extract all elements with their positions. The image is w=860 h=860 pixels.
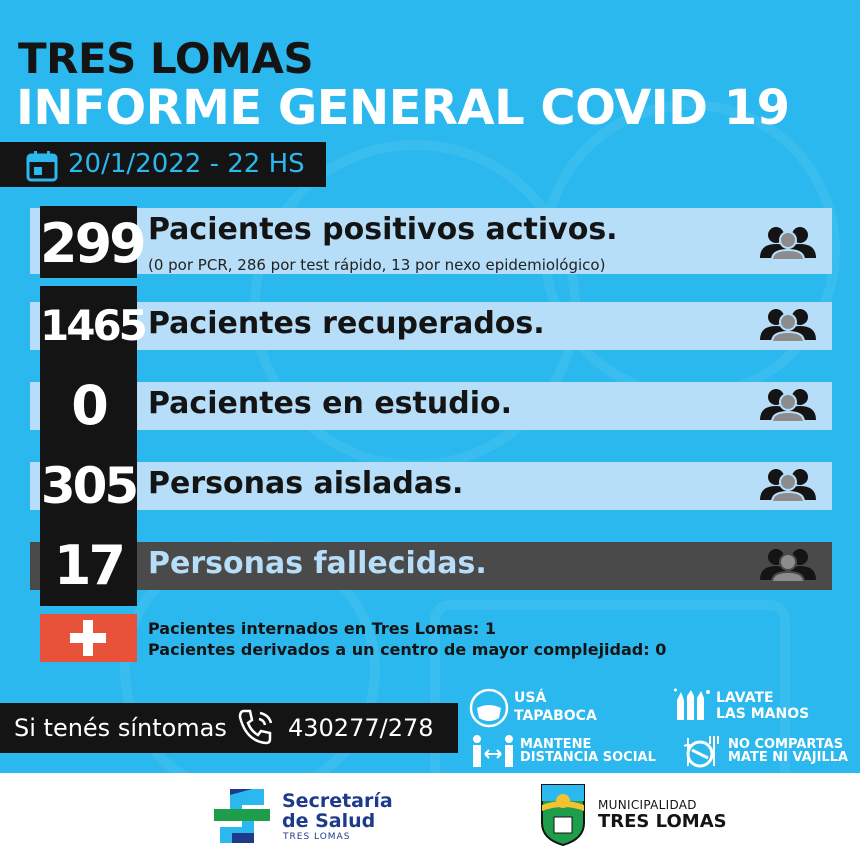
town-title: TRES LOMAS [18, 34, 314, 83]
phone-number: 430277/278 [288, 714, 434, 742]
tip-share-line2: MATE NI VAJILLA [728, 750, 849, 765]
tip-mask-line1: USÁ [514, 690, 547, 706]
hands-icon [674, 686, 712, 722]
municipalidad-name: TRES LOMAS [598, 811, 727, 832]
cross-box [40, 614, 137, 662]
stat-label-active: Pacientes positivos activos. [148, 212, 618, 247]
mask-icon [468, 688, 510, 728]
stat-number-active: 299 [40, 206, 137, 278]
municipalidad-label: MUNICIPALIDAD [598, 798, 697, 812]
people-icon [760, 548, 816, 582]
municipal-shield [540, 783, 586, 847]
symptoms-text: Si tenés síntomas [14, 714, 227, 742]
report-title: INFORME GENERAL COVID 19 [16, 80, 790, 136]
secretaria-subtitle: de Salud [282, 810, 376, 832]
salud-logo [212, 787, 272, 845]
stat-number-study: 0 [40, 366, 137, 446]
distance-icon [470, 734, 516, 768]
hospitalized-text: Pacientes internados en Tres Lomas: 1 [148, 619, 496, 638]
phone-icon [236, 707, 276, 747]
stat-number-deceased: 17 [40, 526, 137, 606]
tip-hands-line2: LAS MANOS [716, 706, 810, 722]
people-icon [760, 308, 816, 342]
secretaria-town: TRES LOMAS [283, 832, 351, 842]
referred-text: Pacientes derivados a un centro de mayor complejidad: 0 [148, 640, 667, 659]
footer [0, 773, 860, 860]
people-icon [760, 468, 816, 502]
stat-number-recovered: 1465 [40, 286, 137, 366]
stat-number-isolated: 305 [40, 446, 137, 526]
people-icon [760, 388, 816, 422]
stat-label-deceased: Personas fallecidas. [148, 546, 487, 581]
report-date: 20/1/2022 - 22 HS [68, 149, 305, 179]
people-icon [760, 226, 816, 260]
tip-distance-line1: MANTENE [520, 737, 592, 752]
calendar-icon [26, 150, 58, 182]
stat-label-recovered: Pacientes recuperados. [148, 306, 545, 341]
cross-icon [68, 618, 108, 658]
tip-hands-line1: LAVATE [716, 690, 774, 706]
tip-distance-line2: DISTANCIA SOCIAL [520, 750, 656, 765]
secretaria-title: Secretaría [282, 790, 393, 812]
stat-detail-active: (0 por PCR, 286 por test rápido, 13 por nexo epidemiológico) [148, 256, 606, 274]
tip-mask-line2: TAPABOCA [514, 708, 597, 724]
mate-icon [676, 732, 722, 768]
tip-share-line1: NO COMPARTAS [728, 737, 844, 752]
stat-label-isolated: Personas aisladas. [148, 466, 464, 501]
stat-label-study: Pacientes en estudio. [148, 386, 512, 421]
